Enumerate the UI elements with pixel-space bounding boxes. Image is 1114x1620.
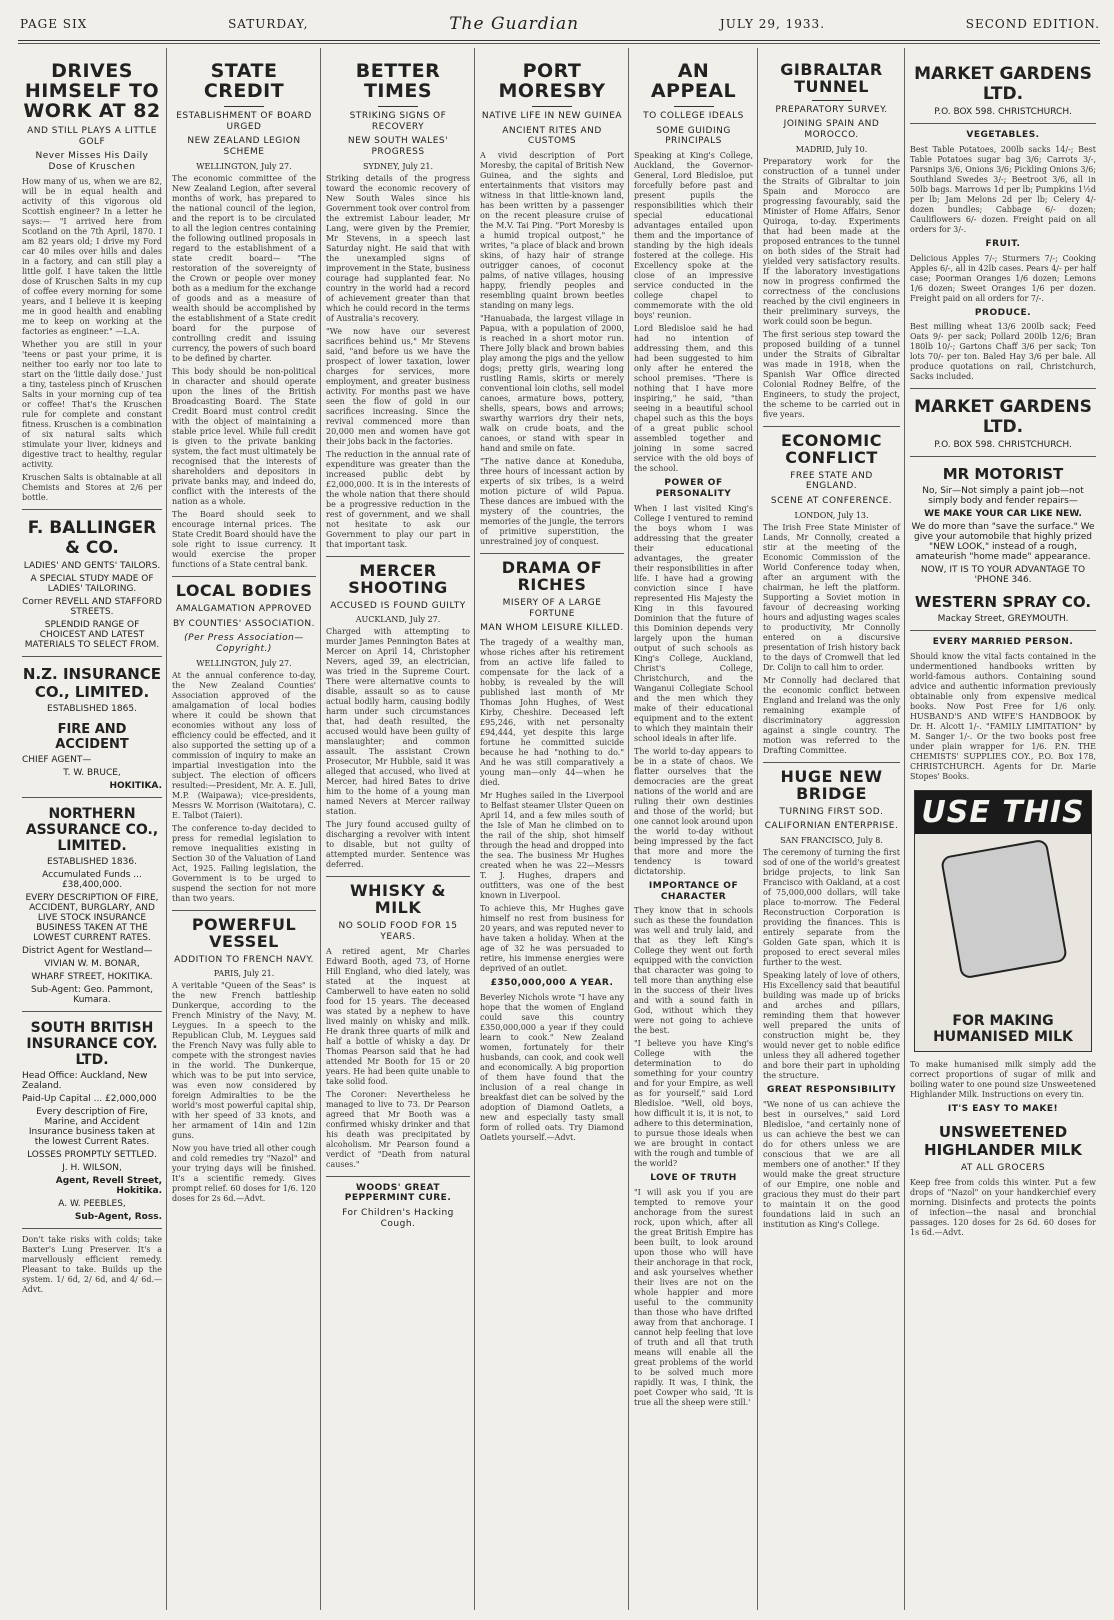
divider: [224, 106, 264, 107]
column-divider: [166, 48, 167, 1610]
advert-line: HOKITIKA.: [109, 781, 162, 791]
advert-ballinger: F. BALLINGER & CO.: [27, 518, 157, 558]
subheadline: ESTABLISHMENT OF BOARD URGED: [176, 110, 312, 132]
subheadline: MISERY OF A LARGE FORTUNE: [502, 597, 602, 619]
subheadline: BY COUNTIES' ASSOCIATION.: [172, 618, 315, 629]
advert-northern-assurance: NORTHERN ASSURANCE CO., LIMITED.: [25, 806, 159, 854]
article-body: A vivid description of Port Moresby, the capital of British New Guinea, and the sights and entertainments that visitors may witness in that little-known land, has been written by a passenger on the recent pleasure cruise of the M.V. Tai Ping. "Port Moresby is a humid tropical outpost," he writes, "a place of black and brown skins, of hazy hair of strange outrigger canoes, of coconut palms, of native villages, housing happy, friendly peoples and resembling quaint brown beetles standing on many legs.: [480, 151, 624, 311]
advert-line: EVERY DESCRIPTION OF FIRE, ACCIDENT, BURGLARY, AND LIVE STOCK INSURANCE BUSINESS TAKEN AT THE LOWEST CURRENT RATES.: [25, 893, 159, 943]
headline-state-credit: STATE CREDIT: [203, 60, 285, 102]
divider: [763, 762, 900, 763]
subheadline: FREE STATE AND ENGLAND.: [790, 470, 873, 492]
dateline: SAN FRANCISCO, July 8.: [780, 836, 883, 846]
dateline: AUCKLAND, July 27.: [355, 615, 441, 625]
advert-line: No, Sir—Not simply a paint job—not simply body and fender repairs—: [922, 486, 1084, 507]
subheadline: TO COLLEGE IDEALS: [643, 110, 744, 121]
article-body: Should know the vital facts contained in the undermentioned handbooks written by world-famous authors. Containing sound advice and authentic information previously obtainable only from expensive medical books. Now Post Free for 1/6 only. HUSBAND'S AND WIFE'S HANDBOOK by Dr. H. Alcott 1/-. "FAMILY LIMITATION" by M. Sanger 1/-. Or the two books post free under plain wrapper for 1/6. P.N. THE CHEMISTS' SUPPLIES COY., P.O. Box 178, CHRISTCHURCH. Agents for Dr. Marie Stopes' Books.: [910, 652, 1096, 782]
article-body: At the annual conference to-day, the New Zealand Counties' Association approved of the amalgamation of local bodies where it could be shown that economies without any loss of efficiency could be effected, and it also supported the setting up of a commission of inquiry to make an impartial investigation into the subject. The election of officers resulted:—President, Mr. A. E. Jull, M.P. (Waipawa); vice-presidents, Messrs W. Morrison (Waitotara), C. E. Talbot (Taieri).: [172, 671, 316, 821]
subheadline: SOME GUIDING PRINCIPALS: [656, 125, 731, 147]
article-body: The jury found accused guilty of discharging a revolver with intent to disable, but not guilty of attempted murder. Sentence was deferred.: [326, 820, 470, 870]
advert-line: We do more than "save the surface." We give your automobile that highly prized "NEW LOOK," instead of a rough, amateurish "home made" appearance.: [911, 522, 1095, 563]
headline-drama-of-riches: DRAMA OF RICHES: [501, 558, 603, 595]
subheadline: NEW ZEALAND LEGION SCHEME: [187, 136, 301, 158]
article-body: To achieve this, Mr Hughes gave himself no rest from business for 20 years, and was reputed never to have taken a holiday. When at the age of 32 he was persuaded to retire, his immense energies were deprived of an outlet.: [480, 904, 624, 974]
article-body: The conference to-day decided to press for remedial legislation to remove inequalities existing in Section 30 of the Valuation of Land Act, 1925. Failing legislation, the Government is to be urged to suspend the section for not more than two years.: [172, 824, 316, 904]
headline-better-times: BETTER TIMES: [355, 60, 441, 102]
advert-line: Sub-Agent, Ross.: [74, 1212, 162, 1222]
advert-mr-motorist: MR MOTORIST: [942, 465, 1064, 484]
column-5: [630, 56, 757, 1606]
article-body: When I last visited King's College I ventured to remind the boys whom I was addressing that the greater their educational advantages, the greater their responsibilities in after life. I have had a growing conviction since I have represented His Majesty the King in this favoured Dominion that the future of this Dominion depends very largely upon the human output of such schools as King's College, Auckland, Christ's College, Christchurch, and the Wanganui Collegiate School and the men which they make of their educational equipment and to the extent to which they maintain their school ideals in after life.: [634, 503, 753, 743]
advert-line: For Children's Hacking Cough.: [342, 1208, 454, 1230]
divider: [480, 553, 624, 554]
headline-economic-conflict: ECONOMIC CONFLICT: [781, 430, 882, 467]
subheadline: NO SOLID FOOD FOR 15 YEARS.: [338, 921, 458, 942]
headline-an-appeal: AN APPEAL: [650, 60, 737, 102]
article-body: Beverley Nichols wrote "I have any hope that the women of England could save this country £350,000,000 a year if they could learn to cook." New Zealand women, fortunately for their husbands, can cook, and cook well and economically. A big proportion of them have found that the inclusion of a real change in breakfast diet can be solved by the adoption of Diamond Oatlets, a new and especially tasty small form of rolled oats. Try Diamond Oatlets yourself.—Advt.: [480, 993, 624, 1143]
divider: [326, 556, 470, 557]
subheadline: NATIVE LIFE IN NEW GUINEA: [481, 110, 623, 121]
advert-line: LADIES' AND GENTS' TAILORS.: [23, 561, 161, 571]
masthead-day: SATURDAY,: [228, 17, 309, 31]
article-body: They know that in schools such as these the foundation was well and truly laid, and that as they left King's College they went out forth equipped with the conviction that character was going to tell more than anything else in the success of their lives and with a sound faith in God, without which they were not going to achieve the best.: [634, 906, 753, 1036]
headline-drives-himself: DRIVES HIMSELF TO WORK AT 82: [23, 60, 161, 122]
article-body: Striking details of the progress toward the economic recovery of New South Wales since his Government took over control from the extremist Labour leader, Mr Lang, were given by the Premier, Mr Stevens, in a speech last Saturday night. He said that with the unexampled signs of improvement in the State, business courage had supplanted fear. No country in the world had a record of achievement greater than that which he could record in the terms of Australia's recovery.: [326, 174, 470, 324]
advert-line: Head Office: Auckland, New Zealand.: [22, 1071, 148, 1091]
column-3: [322, 56, 474, 1606]
divider: [172, 576, 316, 577]
column-divider: [904, 48, 905, 1610]
advert-line: [915, 1013, 1091, 1045]
article-body: Delicious Apples 7/-; Sturmers 7/-; Cooking Apples 6/-, all in 42lb cases. Pears 4/- per half case; Poorman Oranges 1/6 dozen; Lemons 1/6 dozen; Sweet Oranges 1/6 per dozen. Freight paid on all orders for 7/-.: [910, 253, 1096, 303]
advert-line: P.O. BOX 598. CHRISTCHURCH.: [934, 440, 1072, 451]
divider: [172, 910, 316, 911]
headline-powerful-vessel: POWERFUL VESSEL: [191, 915, 297, 951]
subheadline: £350,000,000 A YEAR.: [490, 978, 614, 989]
divider: [22, 797, 162, 798]
article-body: "Hanuabada, the largest village in Papua, with a population of 2000, is reached in a short motor run. There Jolly black and brown babies play among the pigs and the yellow dogs; pretty girls, wearing long rustling Ramis, skirts or merely conventional loin cloths, sell model canoes, armature bows, pottery, shells, spears, bows and arrows; swarthy warriors dry their nets, walk on crude boats, and the canoes, or stand with spear in hand and smile on fate.: [480, 314, 624, 454]
headline-port-moresby: PORT MORESBY: [498, 60, 606, 102]
edition-label: SECOND EDITION.: [965, 17, 1100, 31]
masthead-rule-2: [18, 43, 1100, 44]
advert-line: J. H. WILSON,: [62, 1163, 122, 1173]
masthead: [20, 10, 1100, 38]
advert-line: A SPECIAL STUDY MADE OF LADIES' TAILORING.: [30, 574, 154, 594]
subheadline: EVERY MARRIED PERSON.: [932, 637, 1074, 648]
dateline: PARIS, July 21.: [213, 969, 275, 979]
article-body: Kruschen Salts is obtainable at all Chemists and Stores at 2/6 per bottle.: [22, 473, 162, 502]
advert-line: WE MAKE YOUR CAR LIKE NEW.: [924, 509, 1082, 520]
article-body: "We now have our severest sacrifices behind us," Mr Stevens said, "and before us we have the prospect of lower taxation, lower charges for services, more employment, and greater business activity. For months past we have seen the flow of gold in our sacrifices increasing. Since the revival commenced more than 20,000 men and women have got their jobs back in the factories.: [326, 327, 470, 447]
advert-line: USE THIS: [915, 791, 1091, 834]
divider: [910, 630, 1096, 631]
milk-tin-icon: [940, 839, 1068, 980]
advert-market-gardens: MARKET GARDENS LTD.: [914, 64, 1092, 104]
article-body: Speaking lately of love of others, His Excellency said that beautiful building was made up of bricks and arches and pillars, reminding them that however well prepared the units of construction might be, they would never get to noble edifice unless they all adhered together and bore their part in upholding the structure.: [763, 971, 900, 1081]
subheadline: AND STILL PLAYS A LITTLE GOLF: [27, 125, 157, 147]
advert-market-gardens-2: MARKET GARDENS LTD.: [914, 397, 1092, 438]
article-body: Charged with attempting to murder James Pennington Bates at Mercer on April 14, Christopher Nevers, aged 39, an electrician, was tried in the Supreme Court. There were alternative counts to disable, assault so as to cause actual bodily harm, causing bodily harm under such circumstances that, had death resulted, the accused would have been guilty of manslaughter; and common assault. The assistant Crown Prosecutor, Mr Hubble, said it was alleged that accused, who lived at Mercer, had hired Bates to drive him to the home of a young man named Nevers at Mercer railway station.: [326, 627, 470, 817]
article-body: Mr Hughes sailed in the Liverpool to Belfast steamer Ulster Queen on April 14, and a few miles south of the Isle of Man he climbed on to the rail of the ship, shot himself through the head and dropped into the sea. The business Mr Hughes created when he was 22—Messrs T. J. Hughes, drapers and outfitters, was one of the best known in Liverpool.: [480, 791, 624, 901]
article-body: Mr Connolly had declared that the economic conflict between England and Ireland was the only remaining example of discriminatory aggression against a single country. The motion was referred to the Drafting Committee.: [763, 675, 900, 755]
advert-line: NOW, IT IS TO YOUR ADVANTAGE TO 'PHONE 346.: [920, 565, 1086, 586]
advert-line: WOODS' GREAT PEPPERMINT CURE.: [344, 1182, 452, 1204]
article-body: Lord Bledisloe said he had had no intention of addressing them, and this had been suggested to him only after he entered the school premises. "There is nothing that I have more inspiring," he said, "than seeing in a beautiful school chapel such as this the boys of a great public school assembled together and joining in some sacred service with the old boys of the school.: [634, 324, 753, 474]
article-body: Don't take risks with colds; take Baxter's Lung Preserver. It's a marvellously efficient remedy. Pleasant to take. Builds up the system. 1/ 6d, 2/ 6d, and 4/ 6d.—Advt.: [22, 1235, 162, 1294]
advert-line: P.O. BOX 598. CHRISTCHURCH.: [934, 107, 1072, 117]
article-body: The economic committee of the New Zealand Legion, after several months of work, has prepared to the national council of the legion, and the report is to be circulated to all the legion centres containing the following outlined proposals in regard to the establishment of a state credit board— "The restoration of the sovereignty of the Crown or people over money both as a medium for the exchange of goods and as a measure of wealth should be accomplished by the establishment of a State credit board for the purpose of controlling credit and issuing currency, the powers of such board to be defined by charter.: [172, 174, 316, 364]
subheadline: IMPORTANCE OF CHARACTER: [648, 880, 739, 902]
advert-line: LOSSES PROMPTLY SETTLED.: [27, 1150, 157, 1160]
headline-gibraltar-tunnel: GIBRALTAR TUNNEL: [780, 60, 883, 96]
article-body: The ceremony of turning the first sod of one of the world's greatest bridge projects, to link San Francisco with Oakland, at a cost of 75,000,000 dollars, will take place to-morrow. The Federal Reconstruction Corporation is providing the finances. This is entirely separate from the Golden Gate span, which it is proposed to erect several miles further to the west.: [763, 848, 900, 968]
subheadline: Never Misses His Daily Dose of Kruschen: [35, 151, 149, 173]
subheadline: GREAT RESPONSIBILITY: [766, 1085, 897, 1096]
column-1: [18, 56, 166, 1606]
divider: [812, 100, 852, 101]
divider: [326, 1176, 470, 1177]
column-7: [906, 56, 1100, 1606]
page-number: PAGE SIX: [20, 17, 88, 31]
divider: [22, 656, 162, 657]
article-body: Best milling wheat 13/6 200lb sack; Feed Oats 9/- per sack; Pollard 200lb 12/6; Bran 180lb 10/-; Gartons Chaff 3/6 per sack; Ton lots 70/- per ton. Baled Hay 3/6 per bale. All produce quotations on rail, Christchurch, Sacks included.: [910, 322, 1096, 382]
column-4: [476, 56, 628, 1606]
article-body: The tragedy of a wealthy man, whose riches after his retirement from an active life failed to compensate for the lack of a hobby, is revealed by the will published last month of Mr Thomas John Hughes, of West Kirby, Cheshire. Deceased left £95,246, with net personalty £94,444, yet despite this large fortune he committed suicide because he had "nothing to do." And he was still comparatively a young man—only 44—when he died.: [480, 638, 624, 788]
article-body: "The native dance at Koneduba, three hours of incessant action by experts of six tribes, is a weird motion picture of wild Papua. These dances are imbued with the mystery of the countries, the memories of the jungle, the terrors of primitive superstition, the unrestrained joy of conquest.: [480, 457, 624, 547]
dateline: LONDON, July 13.: [794, 510, 869, 520]
subheadline: CALIFORNIAN ENTERPRISE.: [764, 821, 899, 832]
advert-south-british: SOUTH BRITISH INSURANCE COY. LTD.: [26, 1020, 158, 1068]
subheadline: FRUIT.: [985, 238, 1021, 249]
article-body: "We none of us can achieve the best in ourselves," said Lord Bledisloe, "and certainly none of us can achieve the best we can do for others unless we are conscious that we are all members one of another." If they would make the great structure of our Empire, one noble and gracious they must do their part to maintain it on the good foundations laid in such an institution as King's College.: [763, 1099, 900, 1229]
issue-date: JULY 29, 1933.: [719, 17, 826, 31]
article-body: The first serious step toward the proposed building of a tunnel under the Straits of Gibraltar was made in 1918, when the Spanish War Office directed Colonial Rodney Belfre, of the Engineers, to study the project, the scheme to be carried out in five years.: [763, 329, 900, 419]
article-body: Whether you are still in your 'teens or past your prime, it is neither too early nor too late to start on the 'little daily dose.' Just a tiny, tasteless pinch of Kruschen Salts in your morning cup of tea or coffee! That's the Kruschen rule for complete and constant fitness. Kruschen is a combination of six natural salts which stimulate your liver, kidneys and digestive tract to healthy, regular activity.: [22, 340, 162, 469]
article-body: The reduction in the annual rate of expenditure was greater than the increased public debt by £2,000,000. It is in the interests of the whole nation that there should be a progressive reduction in the rest of government, and we shall not hesitate to ask our Government to play our part in that important task.: [326, 450, 470, 550]
dateline: WELLINGTON, July 27.: [196, 659, 292, 669]
article-body: Preparatory work for the construction of a tunnel under the Straits of Gibraltar to join Spain and Morocco are progressing favourably, said the Minister of Home Affairs, Senor Quiroga, to-day. Experiments that had been made at the proposed entrances to the tunnel on both sides of the Strait had yielded very satisfactory results. If the laboratory investigations now in progress confirmed the correctness of the conclusions reached by the civil engineers in their preliminary surveys, the work could soon be begun.: [763, 156, 900, 326]
article-body: Speaking at King's College, Auckland, the Governor-General, Lord Bledisloe, put forcefully before past and present pupils the responsibilities which their special educational advantages entailed upon them and the importance of standing by the high ideals fostered at the college. His Excellency spoke at the close of an impressive service conducted in the college chapel to commemorate with the old boys' reunion.: [634, 151, 753, 321]
article-body: "I will ask you if you are tempted to remove your anchorage from the surest rock, upon which, after all the great British Empire has been built, to look around upon those who will have their anchorage in that rock, and ask yourselves whether their lives are not on the whole happier and more useful to the community than those who have drifted away from that anchorage. I cannot help feeling that love of truth and all that truth means will enable all the great problems of the world to be solved much more rapidly. It was, I think, the poet Cowper who said, 'It is true all the sheep were still.': [634, 1188, 753, 1408]
subheadline: ANCIENT RITES AND CUSTOMS: [502, 125, 602, 147]
article-body: "I believe you have King's College with the determination to do something for your country and for your Empire, as well as for yourself," said Lord Bledisloe. "Well, old boys, how difficult it is, it is not, to adhere to this determination, to pursue those ideals when we are brought in contact with the rough and tumble of the world?: [634, 1039, 754, 1169]
divider: [910, 388, 1096, 389]
divider: [910, 456, 1096, 457]
article-body: A retired agent, Mr Charles Edward Booth, aged 73, of Horne Hill England, who died lately, was stated at the inquest at Camberwell to have eaten no solid food for 15 years. The deceased was stated by a nephew to have lived mainly on whisky and milk. He drank three quarts of milk and half a bottle of whisky a day. Dr Thomas Pearson said that he had attended Mr Booth for 15 or 20 years. He had been quite unable to take solid food.: [326, 946, 470, 1086]
article-body: This body should be non-political in character and should operate upon the lines of the British Broadcasting Board. The State Credit Board must control credit with the object of maintaining a stable price level. While full credit is given to the private banking system, the fact must ultimately be recognised that the interests of shareholders and depositors in private banks may, and indeed do, conflict with the interests of the nation as a whole.: [172, 367, 316, 507]
dateline: WELLINGTON, July 27.: [196, 162, 292, 172]
advert-line: District Agent for Westland—: [22, 946, 153, 956]
subheadline: AMALGAMATION APPROVED: [176, 603, 312, 614]
subheadline: POWER OF PERSONALITY: [655, 478, 732, 500]
divider: [674, 106, 714, 107]
advert-line: FIRE AND ACCIDENT: [55, 722, 129, 752]
newspaper-title: The Guardian: [449, 14, 580, 34]
subheadline: MAN WHOM LEISURE KILLED.: [480, 623, 624, 634]
advert-line: Accumulated Funds ... £38,400,000.: [42, 870, 142, 890]
article-body: Best Table Potatoes, 200lb sacks 14/-; Best Table Potatoes sugar bag 3/6; Carrots 3/-, Parsnips 3/6, Onions 3/6; Pickling Onions 3/6; Southland Swedes 3/-; Beetroot 3/6, all in 50lb bags. Marrows 1d per lb; Pumpkins 1½d per lb; Jam Melons 2d per lb; Celery 4/- dozen bundles; Cabbage 6/- dozen; Cauliflowers 6/- dozen. Freight paid on all orders for 3/-.: [910, 144, 1096, 234]
subheadline: ACCUSED IS FOUND GUILTY: [330, 600, 466, 611]
article-body: To make humanised milk simply add the correct proportions of sugar of milk and boiling water to one pound size Unsweetened Highlander Milk. Instructions on every tin.: [910, 1060, 1096, 1100]
subheadline: (Per Press Association— Copyright.): [184, 633, 304, 655]
dateline: SYDNEY, July 21.: [362, 162, 434, 172]
advert-line: Sub-Agent: Geo. Pammont, Kumara.: [31, 985, 153, 1005]
article-body: Now you have tried all other cough and cold remedies try "Nazol" and your trying days will be finished. It's a scientific remedy. Gives prompt relief. 60 doses for 1/6. 120 doses for 2s 6d.—Advt.: [172, 1144, 316, 1204]
advert-line: SPLENDID RANGE OF CHOICEST AND LATEST MATERIALS TO SELECT FROM.: [24, 620, 160, 650]
advert-line: Agent, Revell Street, Hokitika.: [55, 1176, 162, 1196]
advert-line: Mackay Street, GREYMOUTH.: [937, 614, 1069, 625]
headline-whisky-milk: WHISKY & MILK: [349, 881, 447, 918]
advert-line: UNSWEETENED HIGHLANDER MILK: [924, 1122, 1082, 1159]
article-body: The world to-day appears to be in a state of chaos. We flatter ourselves that the democracies are the great nations of the world and are ruling their own destinies and those of the world; but one cannot look around upon the world to-day without being impressed by the fact that more and more the tendency is toward dictatorship.: [634, 746, 753, 876]
advert-western-spray: WESTERN SPRAY CO.: [914, 593, 1092, 612]
masthead-rule: [18, 40, 1100, 41]
subheadline: PREPARATORY SURVEY.: [775, 104, 888, 115]
article-body: The Coroner: Nevertheless he managed to live to 73. Dr Pearson agreed that Mr Booth was a confirmed whisky drinker and that his death was precipitated by alcoholism. Mr Pearson found a verdict of "Death from natural causes.": [326, 1089, 470, 1169]
article-body: The Irish Free State Minister of Lands, Mr Connolly, created a stir at the meeting of the Economic Commission of the World Conference today when, after an argument with the chairman, he left the platform. Supporting a Soviet motion in favour of decreasing working hours and adjusting wages scales to productivity, Mr Connolly entered on a discursive presentation of Irish history back to the days of Cromwell that led Dr. Colijn to call him to order.: [763, 522, 900, 672]
divider: [22, 509, 162, 510]
headline-mercer-shooting: MERCER SHOOTING: [348, 561, 448, 597]
subheadline: STRIKING SIGNS OF RECOVERY: [349, 110, 447, 132]
column-divider: [757, 48, 758, 1610]
advert-highlander-milk: [914, 790, 1092, 1052]
divider: [532, 106, 572, 107]
article-body: The Board should seek to encourage internal prices. The State Credit Board should have the sole right to issue currency. It would exercise the proper functions of a State central bank.: [172, 510, 316, 570]
subheadline: VEGETABLES.: [966, 130, 1040, 140]
advert-line: Corner REVELL AND STAFFORD STREETS.: [22, 597, 162, 617]
subheadline: NEW SOUTH WALES' PROGRESS: [347, 136, 449, 158]
headline-huge-new-bridge: HUGE NEW BRIDGE: [780, 766, 883, 803]
article-body: Keep free from colds this winter. Put a few drops of "Nazol" on your handkerchief every morning. Disinfects and protects the points of infection—the nasal and bronchial passages. 120 doses for 2s 6d. 60 doses for 1s 6d.—Advt.: [910, 1177, 1096, 1237]
advert-line: IT'S EASY TO MAKE!: [947, 1104, 1059, 1115]
subheadline: PRODUCE.: [974, 307, 1032, 318]
divider: [22, 1228, 162, 1229]
advert-line: Every description of Fire, Marine, and Accident Insurance business taken at the lowest Current Rates.: [28, 1107, 156, 1147]
advert-line: CHIEF AGENT—: [22, 755, 92, 765]
advert-line: Paid-Up Capital ... £2,000,000: [22, 1094, 157, 1104]
article-body: How many of us, when we are 82, will be in equal health and activity of this vigorous old Scottish engineer? In a letter he says:— "I arrived here from Scotland on the 7th April, 1870. I am 82 years old; I drive my Ford car 40 miles over hills and dales in a factory, and can still play a little golf. I have taken the little dose of Kruschen Salts in my cup of coffee every morning for some years, and I believe it is keeping me in good health and enabling me to keep on working at the factories as engineer." —L.A.: [22, 177, 162, 336]
subheadline: JOINING SPAIN AND MOROCCO.: [783, 119, 880, 141]
dateline: MADRID, July 10.: [795, 144, 868, 154]
divider: [378, 106, 418, 107]
column-divider: [474, 48, 475, 1610]
advert-line: A. W. PEEBLES,: [58, 1199, 126, 1209]
subheadline: ADDITION TO FRENCH NAVY.: [174, 954, 314, 965]
article-body: A veritable "Queen of the Seas" is the new French battleship Dunkerque, according to the French Ministry of the Navy, M. Leygues. In a speech to the Republican Club, M. Leygues said the French Navy was fully able to compete with the strongest navies in the world. The Dunkerque, which was to be put into service, was even now considered by foreign Admiralties to be the world's most powerful capital ship, with her speed of 33 knots, and her armament of 14in and 12in guns.: [172, 981, 316, 1141]
column-divider: [320, 48, 321, 1610]
advert-line: FOR MAKING HUMANISED MILK: [933, 1013, 1073, 1046]
advert-line: ESTABLISHED 1865.: [47, 704, 137, 714]
column-divider: [628, 48, 629, 1610]
advert-line: ESTABLISHED 1836.: [47, 857, 137, 867]
advert-line: VIVIAN W. M. BONAR,: [44, 959, 140, 969]
divider: [910, 123, 1096, 124]
column-6: [759, 56, 904, 1606]
divider: [763, 426, 900, 427]
subheadline: TURNING FIRST SOD.: [779, 806, 884, 817]
subheadline: LOVE OF TRUTH: [650, 1173, 737, 1184]
headline-local-bodies: LOCAL BODIES: [175, 581, 313, 601]
advert-line: T. W. BRUCE,: [63, 768, 121, 778]
subheadline: SCENE AT CONFERENCE.: [770, 496, 893, 507]
divider: [22, 1011, 162, 1012]
divider: [326, 876, 470, 877]
advert-line: WHARF STREET, HOKITIKA.: [31, 972, 153, 982]
advert-line: AT ALL GROCERS: [960, 1162, 1046, 1173]
advert-nz-insurance: N.Z. INSURANCE CO., LIMITED.: [22, 665, 162, 701]
column-2: [168, 56, 320, 1606]
